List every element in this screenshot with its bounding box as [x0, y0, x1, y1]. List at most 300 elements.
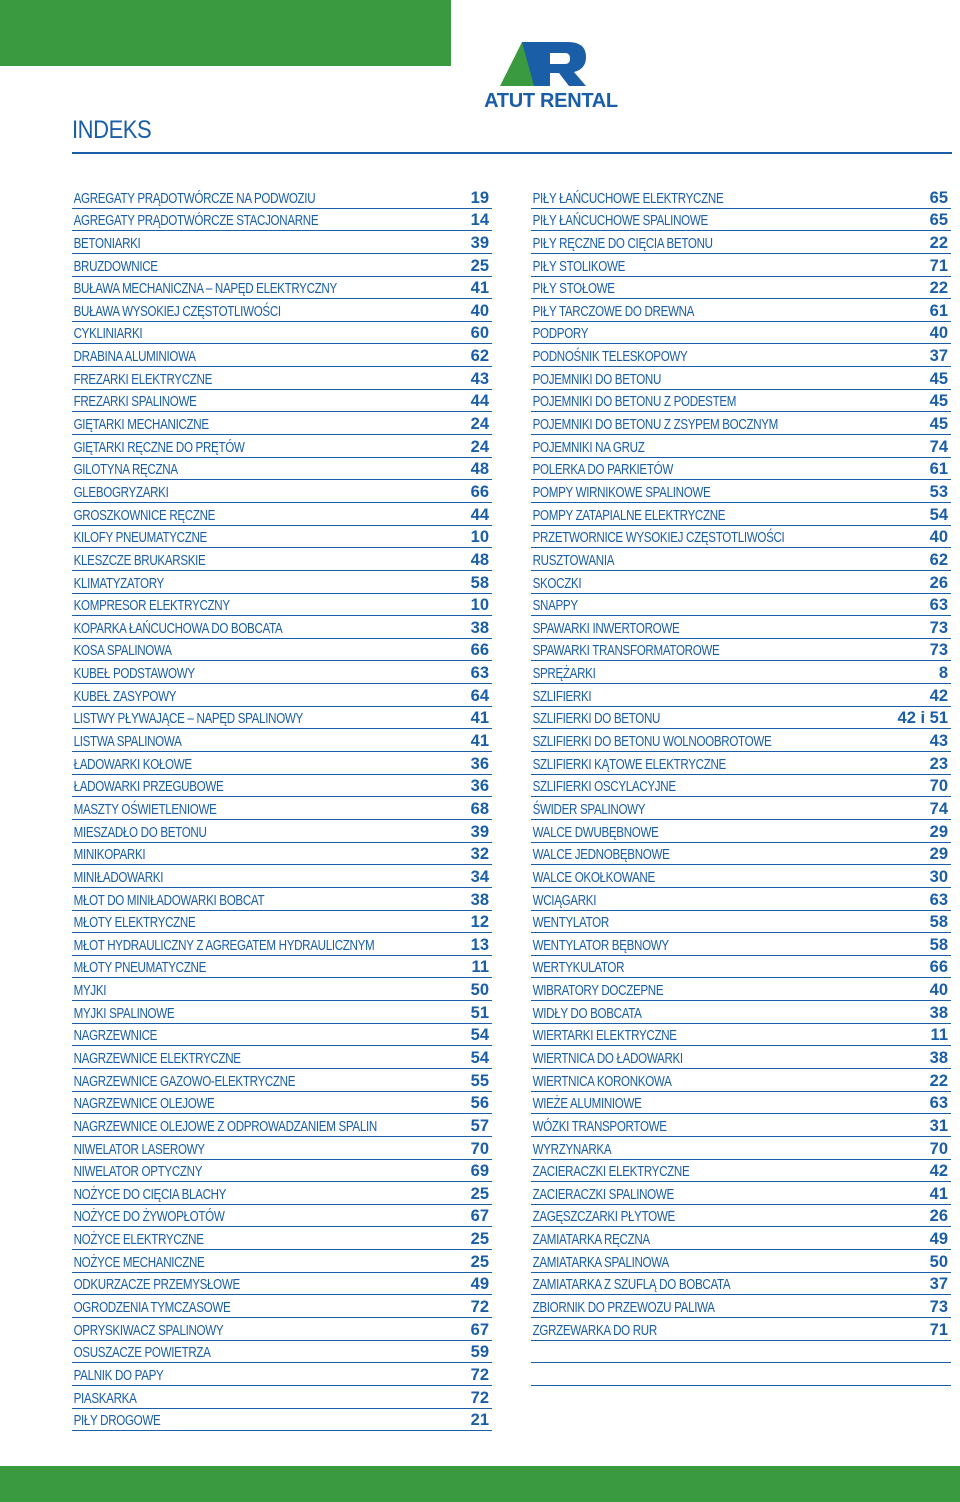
index-entry-name: POJEMNIKI DO BETONU	[532, 371, 662, 388]
index-entry	[531, 526, 951, 549]
index-entry-page: 54	[470, 1026, 489, 1045]
index-entry-page: 54	[929, 505, 948, 524]
index-entry	[72, 1001, 492, 1024]
index-entry-name: WIERTNICA DO ŁADOWARKI	[532, 1050, 683, 1067]
index-entry-name: ŁADOWARKI PRZEGUBOWE	[73, 779, 224, 796]
index-entry-page: 58	[929, 913, 948, 932]
index-entry	[72, 435, 492, 458]
index-entry-page: 61	[929, 301, 948, 320]
index-entry-name: NAGRZEWNICE GAZOWO-ELEKTRYCZNE	[73, 1073, 296, 1090]
index-entry-name: WALCE OKOŁKOWANE	[532, 869, 655, 886]
index-empty-row	[531, 1363, 951, 1386]
index-entry-page: 31	[929, 1116, 948, 1135]
index-entry-name: PALNIK DO PAPY	[73, 1367, 164, 1384]
index-entry-page: 63	[929, 1094, 948, 1113]
index-entry	[72, 1205, 492, 1228]
index-entry	[72, 322, 492, 345]
index-entry-page: 43	[470, 369, 489, 388]
index-entry-name: GILOTYNA RĘCZNA	[73, 462, 178, 479]
index-entry	[531, 548, 951, 571]
index-entry-page: 25	[470, 1184, 489, 1203]
index-entry-name: NIWELATOR OPTYCZNY	[73, 1164, 203, 1181]
index-entry-page: 50	[929, 1252, 948, 1271]
index-empty-row	[531, 1341, 951, 1364]
index-entry	[531, 843, 951, 866]
index-entry-page: 21	[470, 1411, 489, 1430]
index-entry	[72, 1250, 492, 1273]
index-entry-page: 68	[470, 799, 489, 818]
index-entry	[531, 661, 951, 684]
index-entry	[72, 277, 492, 300]
index-entry-page: 55	[470, 1071, 489, 1090]
index-entry-page: 45	[929, 392, 948, 411]
index-entry-name: WALCE DWUBĘBNOWE	[532, 824, 659, 841]
index-entry-page: 63	[470, 664, 489, 683]
index-entry-page: 25	[470, 1252, 489, 1271]
index-entry	[531, 684, 951, 707]
index-entry	[531, 752, 951, 775]
index-entry	[72, 344, 492, 367]
index-entry	[72, 1092, 492, 1115]
index-entry-name: WENTYLATOR	[532, 915, 609, 932]
index-entry-name: SPAWARKI TRANSFORMATOROWE	[532, 643, 720, 660]
index-entry	[72, 684, 492, 707]
index-entry-name: SZLIFIERKI	[532, 688, 592, 705]
index-entry-page: 11	[471, 958, 489, 977]
index-entry	[72, 186, 492, 209]
index-entry	[531, 480, 951, 503]
index-entry	[531, 933, 951, 956]
index-entry-page: 29	[929, 845, 948, 864]
index-entry-page: 36	[470, 777, 489, 796]
index-entry-page: 72	[470, 1365, 489, 1384]
index-column-left	[72, 186, 492, 1431]
index-entry-page: 65	[929, 211, 948, 230]
index-entry	[531, 729, 951, 752]
index-entry	[531, 503, 951, 526]
index-entry-page: 64	[470, 686, 489, 705]
index-entry	[72, 911, 492, 934]
index-entry-page: 40	[929, 528, 948, 547]
index-entry-name: PIŁY RĘCZNE DO CIĘCIA BETONU	[532, 235, 713, 252]
index-entry-name: PIŁY ŁAŃCUCHOWE SPALINOWE	[532, 213, 708, 230]
index-entry-page: 12	[470, 913, 489, 932]
index-entry	[531, 412, 951, 435]
index-entry-name: PIŁY TARCZOWE DO DREWNA	[532, 303, 695, 320]
index-entry-page: 67	[470, 1207, 489, 1226]
index-entry-page: 62	[470, 347, 489, 366]
index-entry-name: POJEMNIKI NA GRUZ	[532, 439, 645, 456]
index-entry-page: 60	[470, 324, 489, 343]
index-entry-page: 51	[470, 1003, 489, 1022]
index-entry-name: POJEMNIKI DO BETONU Z PODESTEM	[532, 394, 737, 411]
index-entry-name: NOŻYCE MECHANICZNE	[73, 1254, 205, 1271]
index-entry	[72, 1341, 492, 1364]
index-entry-name: WYRZYNARKA	[532, 1141, 612, 1158]
index-entry-name: PIŁY DROGOWE	[73, 1413, 161, 1430]
index-entry	[72, 299, 492, 322]
index-entry-name: KOMPRESOR ELEKTRYCZNY	[73, 598, 230, 615]
index-entry	[531, 1205, 951, 1228]
index-entry	[531, 458, 951, 481]
index-entry-page: 39	[470, 822, 489, 841]
index-entry	[531, 1114, 951, 1137]
index-entry-page: 70	[929, 1139, 948, 1158]
index-entry-page: 45	[929, 415, 948, 434]
index-entry-name: MASZTY OŚWIETLENIOWE	[73, 801, 217, 818]
index-entry-name: RUSZTOWANIA	[532, 552, 615, 569]
index-entry	[531, 209, 951, 232]
index-entry-name: FREZARKI ELEKTRYCZNE	[73, 371, 213, 388]
index-entry-page: 59	[470, 1343, 489, 1362]
index-entry-name: BRUZDOWNICE	[73, 258, 158, 275]
index-entry-name: FREZARKI SPALINOWE	[73, 394, 197, 411]
index-entry-page: 13	[470, 935, 489, 954]
index-entry	[72, 526, 492, 549]
index-entry	[72, 1024, 492, 1047]
index-entry	[72, 616, 492, 639]
index-entry-page: 66	[929, 958, 948, 977]
index-entry-page: 54	[470, 1048, 489, 1067]
index-entry-page: 41	[470, 732, 489, 751]
index-entry-name: POMPY WIRNIKOWE SPALINOWE	[532, 484, 711, 501]
index-entry-page: 41	[470, 709, 489, 728]
index-entry	[72, 978, 492, 1001]
index-entry-page: 34	[470, 867, 489, 886]
index-entry	[531, 435, 951, 458]
index-entry-name: AGREGATY PRĄDOTWÓRCZE STACJONARNE	[73, 213, 319, 230]
index-entry-page: 19	[470, 188, 489, 207]
index-entry-name: MŁOTY ELEKTRYCZNE	[73, 915, 196, 932]
index-entry-name: GLEBOGRYZARKI	[73, 484, 169, 501]
index-entry	[72, 231, 492, 254]
index-entry	[72, 1069, 492, 1092]
index-entry-page: 58	[929, 935, 948, 954]
index-entry	[531, 322, 951, 345]
index-entry-page: 53	[929, 482, 948, 501]
index-entry	[531, 1046, 951, 1069]
index-entry-name: BETONIARKI	[73, 235, 141, 252]
index-entry-name: SZLIFIERKI KĄTOWE ELEKTRYCZNE	[532, 756, 726, 773]
index-entry-page: 73	[929, 641, 948, 660]
index-entry	[72, 956, 492, 979]
index-entry-name: NAGRZEWNICE	[73, 1028, 158, 1045]
index-entry-page: 40	[929, 324, 948, 343]
index-entry	[72, 729, 492, 752]
index-entry	[72, 503, 492, 526]
index-entry-page: 38	[470, 890, 489, 909]
index-entry-page: 70	[470, 1139, 489, 1158]
index-entry-name: KOPARKA ŁAŃCUCHOWA DO BOBCATA	[73, 620, 283, 637]
index-entry-name: PIŁY STOŁOWE	[532, 281, 615, 298]
index-entry-name: ŚWIDER SPALINOWY	[532, 801, 646, 818]
index-entry-name: WIBRATORY DOCZEPNE	[532, 983, 664, 1000]
index-entry-page: 73	[929, 1298, 948, 1317]
index-entry-name: PIŁY STOLIKOWE	[532, 258, 626, 275]
index-entry	[72, 1318, 492, 1341]
index-entry-name: WERTYKULATOR	[532, 960, 625, 977]
index-entry-page: 8	[938, 664, 948, 683]
index-entry-page: 45	[929, 369, 948, 388]
index-entry-name: KUBEŁ PODSTAWOWY	[73, 666, 195, 683]
index-entry-page: 63	[929, 890, 948, 909]
index-entry	[72, 797, 492, 820]
index-entry-name: MYJKI	[73, 983, 107, 1000]
atut-rental-logo	[470, 42, 630, 114]
index-column-right	[531, 186, 951, 1386]
header-divider	[72, 152, 952, 154]
index-entry	[531, 186, 951, 209]
index-entry	[72, 843, 492, 866]
index-entry-page: 25	[470, 256, 489, 275]
index-entry-name: GROSZKOWNICE RĘCZNE	[73, 507, 216, 524]
index-entry	[531, 594, 951, 617]
index-entry-page: 10	[470, 596, 489, 615]
index-entry-name: NAGRZEWNICE OLEJOWE Z ODPROWADZANIEM SPALIN	[73, 1118, 377, 1135]
index-entry	[531, 344, 951, 367]
index-entry	[72, 390, 492, 413]
index-entry-name: MŁOT DO MINIŁADOWARKI BOBCAT	[73, 892, 265, 909]
index-entry-page: 30	[929, 867, 948, 886]
index-entry-name: GIĘTARKI RĘCZNE DO PRĘTÓW	[73, 439, 245, 456]
index-entry-page: 62	[929, 550, 948, 569]
index-entry-name: ODKURZACZE PRZEMYSŁOWE	[73, 1277, 240, 1294]
index-entry-name: PRZETWORNICE WYSOKIEJ CZĘSTOTLIWOŚCI	[532, 530, 785, 547]
index-entry	[72, 1386, 492, 1409]
top-green-bar	[0, 0, 451, 66]
index-entry-page: 48	[470, 460, 489, 479]
index-entry-name: NAGRZEWNICE OLEJOWE	[73, 1096, 215, 1113]
index-entry-page: 69	[470, 1162, 489, 1181]
index-entry	[72, 412, 492, 435]
index-entry-name: ZAGĘSZCZARKI PŁYTOWE	[532, 1209, 675, 1226]
index-entry-name: WCIĄGARKI	[532, 892, 597, 909]
index-entry	[72, 1137, 492, 1160]
index-entry-page: 39	[470, 233, 489, 252]
index-entry-page: 74	[929, 437, 948, 456]
index-entry-name: PIŁY ŁAŃCUCHOWE ELEKTRYCZNE	[532, 190, 724, 207]
index-entry-name: NIWELATOR LASEROWY	[73, 1141, 205, 1158]
index-entry-name: SZLIFIERKI DO BETONU WOLNOOBROTOWE	[532, 734, 772, 751]
index-entry	[531, 797, 951, 820]
index-entry-page: 66	[470, 641, 489, 660]
index-entry-name: BUŁAWA MECHANICZNA – NAPĘD ELEKTRYCZNY	[73, 281, 337, 298]
index-entry-name: KILOFY PNEUMATYCZNE	[73, 530, 207, 547]
index-entry	[531, 254, 951, 277]
index-entry-page: 71	[929, 1320, 948, 1339]
index-entry	[72, 752, 492, 775]
index-entry	[531, 707, 951, 730]
index-entry	[72, 1409, 492, 1432]
index-entry-name: POMPY ZATAPIALNE ELEKTRYCZNE	[532, 507, 726, 524]
index-entry-name: PODPORY	[532, 326, 589, 343]
index-entry-page: 38	[929, 1048, 948, 1067]
index-entry	[531, 1137, 951, 1160]
index-entry	[72, 661, 492, 684]
index-entry-page: 48	[470, 550, 489, 569]
index-entry	[72, 933, 492, 956]
index-entry-name: ZACIERACZKI ELEKTRYCZNE	[532, 1164, 690, 1181]
index-entry-name: KLESZCZE BRUKARSKIE	[73, 552, 206, 569]
index-entry	[531, 978, 951, 1001]
logo-mark-icon	[470, 42, 630, 88]
index-entry-name: AGREGATY PRĄDOTWÓRCZE NA PODWOZIU	[73, 190, 316, 207]
index-entry	[72, 1182, 492, 1205]
index-entry	[72, 1273, 492, 1296]
index-entry	[531, 231, 951, 254]
index-entry-page: 10	[470, 528, 489, 547]
index-entry-page: 11	[930, 1026, 948, 1045]
index-entry	[72, 1046, 492, 1069]
index-entry-name: CYKLINIARKI	[73, 326, 143, 343]
index-entry-page: 57	[470, 1116, 489, 1135]
index-entry-page: 22	[929, 1071, 948, 1090]
index-entry	[531, 1160, 951, 1183]
index-entry-name: KUBEŁ ZASYPOWY	[73, 688, 177, 705]
index-entry-page: 70	[929, 777, 948, 796]
index-entry	[72, 820, 492, 843]
index-entry-name: OSUSZACZE POWIETRZA	[73, 1345, 211, 1362]
index-entry	[72, 548, 492, 571]
index-entry-page: 23	[929, 754, 948, 773]
index-entry-name: OPRYSKIWACZ SPALINOWY	[73, 1322, 224, 1339]
index-entry-name: OGRODZENIA TYMCZASOWE	[73, 1300, 231, 1317]
index-entry-page: 24	[470, 437, 489, 456]
index-entry-name: MŁOT HYDRAULICZNY Z AGREGATEM HYDRAULICZNYM	[73, 937, 375, 954]
index-entry-page: 38	[470, 618, 489, 637]
index-entry	[531, 1227, 951, 1250]
index-entry-name: MINIŁADOWARKI	[73, 869, 164, 886]
index-entry	[72, 865, 492, 888]
index-entry	[72, 1227, 492, 1250]
index-entry-page: 56	[470, 1094, 489, 1113]
index-entry-name: LISTWA SPALINOWA	[73, 734, 182, 751]
index-entry-name: MIESZADŁO DO BETONU	[73, 824, 207, 841]
index-entry	[531, 571, 951, 594]
index-entry-name: WIDŁY DO BOBCATA	[532, 1005, 642, 1022]
index-entry-page: 40	[929, 981, 948, 1000]
index-entry	[72, 209, 492, 232]
index-entry-name: WIEŻE ALUMINIOWE	[532, 1096, 642, 1113]
index-entry	[531, 911, 951, 934]
index-entry-name: SKOCZKI	[532, 575, 582, 592]
index-entry-page: 65	[929, 188, 948, 207]
index-entry-name: BUŁAWA WYSOKIEJ CZĘSTOTLIWOŚCI	[73, 303, 281, 320]
index-entry	[531, 1001, 951, 1024]
index-entry	[531, 299, 951, 322]
index-entry-name: ŁADOWARKI KOŁOWE	[73, 756, 192, 773]
index-entry-page: 72	[470, 1388, 489, 1407]
index-entry-page: 37	[929, 1275, 948, 1294]
index-entry-page: 38	[929, 1003, 948, 1022]
index-entry-name: GIĘTARKI MECHANICZNE	[73, 417, 209, 434]
index-entry-name: MINIKOPARKI	[73, 847, 146, 864]
index-entry-page: 22	[929, 279, 948, 298]
index-entry-page: 42	[929, 686, 948, 705]
index-entry-page: 67	[470, 1320, 489, 1339]
index-entry-page: 58	[470, 573, 489, 592]
index-entry	[72, 639, 492, 662]
index-entry-page: 41	[470, 279, 489, 298]
index-entry-page: 25	[470, 1230, 489, 1249]
index-entry	[72, 367, 492, 390]
index-entry-page: 37	[929, 347, 948, 366]
index-entry-page: 66	[470, 482, 489, 501]
index-entry-page: 74	[929, 799, 948, 818]
index-entry	[531, 775, 951, 798]
index-entry	[531, 1250, 951, 1273]
index-entry-name: POJEMNIKI DO BETONU Z ZSYPEM BOCZNYM	[532, 417, 779, 434]
index-entry-page: 42 i 51	[897, 709, 948, 728]
index-entry-name: KOSA SPALINOWA	[73, 643, 172, 660]
index-entry-name: SZLIFIERKI OSCYLACYJNE	[532, 779, 676, 796]
index-entry-name: WENTYLATOR BĘBNOWY	[532, 937, 669, 954]
index-entry-name: NOŻYCE DO CIĘCIA BLACHY	[73, 1186, 227, 1203]
index-entry-page: 26	[929, 573, 948, 592]
index-entry-page: 14	[470, 211, 489, 230]
index-entry-page: 63	[929, 596, 948, 615]
index-entry-page: 49	[470, 1275, 489, 1294]
index-entry	[531, 1295, 951, 1318]
index-entry	[72, 458, 492, 481]
index-entry-name: NOŻYCE ELEKTRYCZNE	[73, 1232, 204, 1249]
index-entry	[72, 1363, 492, 1386]
index-entry	[72, 571, 492, 594]
index-entry-name: ZBIORNIK DO PRZEWOZU PALIWA	[532, 1300, 715, 1317]
index-entry-name: WALCE JEDNOBĘBNOWE	[532, 847, 670, 864]
index-entry-name: SZLIFIERKI DO BETONU	[532, 711, 661, 728]
index-entry-page: 44	[470, 392, 489, 411]
index-entry	[72, 594, 492, 617]
index-entry	[531, 820, 951, 843]
index-entry-page: 24	[470, 415, 489, 434]
index-entry-page: 49	[929, 1230, 948, 1249]
index-entry-page: 42	[929, 1162, 948, 1181]
index-entry	[72, 480, 492, 503]
index-entry-page: 40	[470, 301, 489, 320]
index-entry	[531, 865, 951, 888]
index-entry-page: 50	[470, 981, 489, 1000]
page-title: INDEKS	[72, 116, 152, 144]
index-entry-name: ZGRZEWARKA DO RUR	[532, 1322, 657, 1339]
index-entry-page: 22	[929, 233, 948, 252]
index-entry-name: ZAMIATARKA RĘCZNA	[532, 1232, 650, 1249]
index-entry	[531, 367, 951, 390]
index-entry-name: SPAWARKI INWERTOROWE	[532, 620, 680, 637]
index-entry	[531, 1273, 951, 1296]
index-entry	[531, 1024, 951, 1047]
logo-wordmark: ATUT RENTAL	[484, 90, 618, 112]
index-entry	[531, 639, 951, 662]
index-entry-page: 73	[929, 618, 948, 637]
index-entry-page: 43	[929, 732, 948, 751]
index-entry-name: ZAMIATARKA Z SZUFLĄ DO BOBCATA	[532, 1277, 731, 1294]
index-entry-page: 32	[470, 845, 489, 864]
index-entry-name: WIERTNICA KORONKOWA	[532, 1073, 672, 1090]
index-entry-page: 36	[470, 754, 489, 773]
index-entry-name: DRABINA ALUMINIOWA	[73, 349, 196, 366]
index-entry	[72, 254, 492, 277]
index-entry	[72, 1114, 492, 1137]
index-entry	[72, 1160, 492, 1183]
index-entry	[531, 1318, 951, 1341]
index-entry	[531, 277, 951, 300]
index-entry	[531, 1092, 951, 1115]
index-entry	[531, 1069, 951, 1092]
index-entry-name: ZAMIATARKA SPALINOWA	[532, 1254, 669, 1271]
index-entry-page: 61	[929, 460, 948, 479]
index-entry	[72, 888, 492, 911]
